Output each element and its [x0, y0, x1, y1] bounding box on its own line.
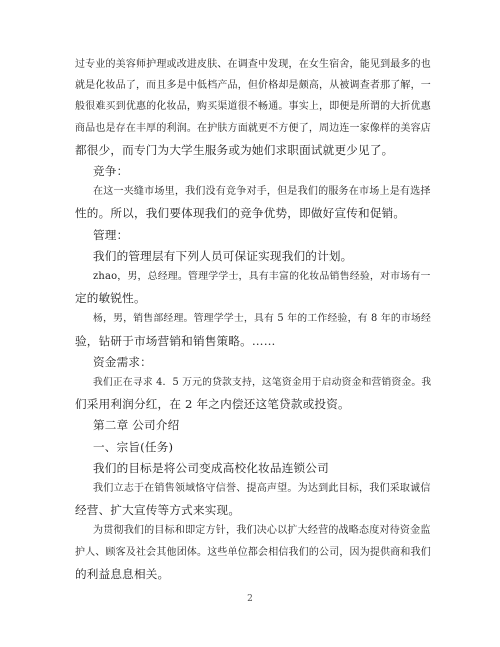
- text-line: [0, 395, 500, 413]
- text-line-content: 们采用利润分红，在 2 年之内偿还这笔贷款或投资。: [75, 397, 350, 412]
- text-line: [0, 204, 500, 222]
- text-line: [0, 289, 500, 307]
- section-label-text: 竞争：: [93, 164, 129, 178]
- text-line: [0, 480, 500, 498]
- text-line: [0, 183, 500, 201]
- section-heading: [0, 438, 500, 456]
- text-line-content: 商品也是存在丰厚的利润。在护肤方面就更不方便了，周边连一家像样的美容店: [75, 122, 431, 134]
- section-label: [0, 353, 500, 371]
- chapter-heading: [0, 416, 500, 434]
- chapter-heading-text: 第二章 公司介绍: [93, 418, 180, 433]
- text-line: [0, 141, 500, 159]
- text-line: [0, 247, 500, 265]
- text-line: [0, 501, 500, 519]
- text-line: [0, 56, 500, 74]
- section-label: [0, 226, 500, 244]
- text-line-content: 为贯彻我们的目标和即定方针，我们决心以扩大经营的战略态度对待资金监: [93, 525, 431, 537]
- section-label-text: 资金需求：: [93, 354, 152, 369]
- text-line-content: 般很难买到优惠的化妆品，购买渠道很不畅通。事实上，即便是所谓的大折优惠: [75, 101, 431, 113]
- text-line-content: 定的敏锐性。: [75, 291, 146, 306]
- text-line-content: 我们立志于在销售领域恪守信誉、提高声望。为达到此目标，我们采取诚信: [93, 483, 431, 494]
- text-line: [0, 310, 500, 328]
- text-line-content: zhao，男，总经理。管理学学士，具有丰富的化妆品销售经验，对市场有一: [93, 271, 431, 282]
- text-line: [0, 522, 500, 540]
- text-line: [0, 268, 500, 286]
- text-line-content: 过专业的美容师护理或改进皮肤、在调查中发现，在女生宿舍，能见到最多的也: [75, 59, 431, 70]
- text-line-content: 杨，男，销售部经理。管理学学士，具有 5 年的工作经验，有 8 年的市场经: [93, 313, 432, 325]
- section-label-text: 管理：: [93, 227, 129, 242]
- text-line: [0, 565, 500, 583]
- text-line-content: 我们正在寻求 4．5 万元的贷款支持，这笔资金用于启动资金和营销资金。我: [93, 377, 432, 388]
- page-number: 2: [247, 594, 253, 604]
- text-line-content: 都很少，而专门为大学生服务或为她们求职面试就更少见了。: [75, 142, 394, 157]
- text-line: [0, 374, 500, 392]
- text-line-content: 护人、顾客及社会其他团体。这些单位都会相信我们的公司，因为提供商和我们: [75, 546, 431, 558]
- text-line: [0, 459, 500, 477]
- text-line-content: 我们的管理层有下列人员可保证实现我们的计划。: [93, 248, 353, 263]
- text-line-content: 就是化妆品了，而且多是中低档产品，但价格却是颇高，从被调查者那了解，一: [75, 80, 431, 92]
- section-label: [0, 162, 500, 180]
- text-line-content: 在这一夹缝市场里，我们没有竞争对手，但是我们的服务在市场上是有选择: [93, 186, 431, 198]
- section-heading-text: 一、宗旨(任务): [93, 439, 174, 454]
- text-line-content: 经营、扩大宣传等方式来实现。: [75, 503, 241, 518]
- text-line: [0, 98, 500, 116]
- text-line: [0, 544, 500, 562]
- text-line-content: 验，钻研于市场营销和销售策略。……: [75, 333, 276, 348]
- text-line-content: 的利益息息相关。: [75, 566, 170, 581]
- text-line: [0, 332, 500, 350]
- text-line: [0, 77, 500, 95]
- text-line-content: 我们的目标是将公司变成高校化妆品连锁公司: [93, 460, 329, 475]
- text-line-content: 性的。所以，我们要体现我们的竞争优势，即做好宣传和促销。: [75, 206, 406, 221]
- text-line: [0, 120, 500, 138]
